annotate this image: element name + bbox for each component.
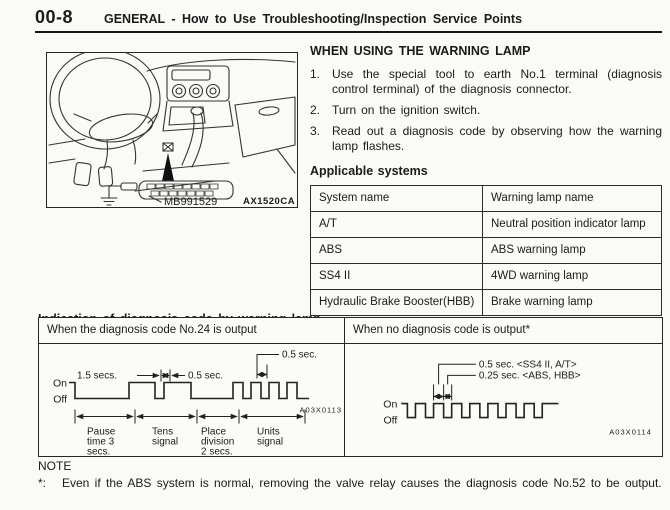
no-code-waveform [345,344,662,456]
glove-box [235,97,295,157]
figure-code-label: A03X0114 [609,427,652,437]
gear-shifter [163,101,233,167]
step-text: Read out a diagnosis code by observing how the warning lamp flashes. [332,124,662,154]
duration-label-ss4-at: 0.5 sec. <SS4 II, A/T> [478,359,577,371]
table-row [311,289,662,315]
system-name-cell: Hydraulic Brake Booster(HBB) [311,289,483,315]
units-label-line2: signal [257,436,284,448]
lamp-name-cell: Neutral position indicator lamp [483,211,662,237]
column-header: Warning lamp name [483,185,662,211]
system-name-cell: ABS [311,237,483,263]
procedure-steps [310,67,662,155]
off-label: Off [383,414,398,427]
code24-waveform [39,344,344,456]
step-number: 3. [310,124,321,139]
lamp-name-cell: 4WD warning lamp [483,263,662,289]
duration-label-abs-hbb: 0.25 sec. <ABS, HBB> [478,370,581,382]
table-row [311,237,662,263]
pulse-dimensions [434,364,476,400]
hvac-panel-icon [167,66,229,101]
steering-wheel-icon [50,53,160,169]
right-panel-header: When no diagnosis code is output* [345,318,662,344]
figure-code-label: AX1520CA [243,196,296,207]
step-text: Use the special tool to earth No.1 terminal (diagnosis control terminal) of the diagnosis connector. [332,67,662,97]
note-marker: *: [38,476,47,491]
tens-duration-label: 1.5 secs. [77,370,118,382]
applicable-systems-table [310,185,662,316]
dashboard-illustration [47,53,297,207]
page-title: GENERAL - How to Use Troubleshooting/Inspection Service Points [104,12,523,26]
tens-label-line2: signal [152,436,179,448]
step-number: 2. [310,103,321,118]
step-text: Turn on the ignition switch. [332,103,481,118]
connector-location-mark [163,143,173,151]
table-row [311,211,662,237]
lamp-name-cell: Brake warning lamp [483,289,662,315]
units-dimension [257,355,279,379]
figure-code-label: A03X0113 [299,405,342,415]
ground-symbol-icon [101,186,117,205]
list-item [310,67,662,97]
applicable-systems-title: Applicable systems [310,163,428,178]
pause-label-line1: Pause [87,426,116,438]
column-header: System name [311,185,483,211]
system-name-cell: SS4 II [311,263,483,289]
note-section [38,459,664,492]
list-item [310,124,662,154]
units-duration-label: 0.5 sec. [282,349,318,361]
list-item [310,103,662,118]
system-name-cell: A/T [311,211,483,237]
segment-dimensions [75,410,305,424]
diagnosis-code-panels [38,317,663,457]
units-label-line1: Units [257,426,280,438]
place-label-line2: division [201,436,235,448]
note-text: Even if the ABS system is normal, removing the valve relay causes the diagnosis code No.52 to be output. [62,476,662,491]
pause-label-line2: time 3 [87,436,115,448]
place-label-line3: 2 secs. [201,446,233,456]
dashboard-figure [46,52,298,208]
tool-number-label: MB991529 [164,196,218,207]
left-panel-header: When the diagnosis code No.24 is output [39,318,345,344]
note-title: NOTE [38,459,72,473]
lamp-name-cell: ABS warning lamp [483,237,662,263]
gap-duration-label: 0.5 sec. [188,370,224,382]
tens-label-line1: Tens [152,426,174,438]
left-waveform-panel [39,344,345,456]
place-label-line1: Place [201,426,227,438]
warning-lamp-signal-trace [69,383,309,399]
page-number: 00-8 [35,7,74,27]
special-tool-icon [109,183,137,190]
off-label: Off [53,393,67,406]
table-header-row [311,185,662,211]
on-label: On [383,398,398,411]
step-number: 1. [310,67,321,81]
on-label: On [52,377,67,390]
section-title: WHEN USING THE WARNING LAMP [310,44,531,58]
right-waveform-panel [345,344,662,456]
pedals [74,162,113,186]
segment-labels [87,427,283,457]
header-rule [35,31,662,33]
warning-lamp-signal-trace [401,404,558,418]
pause-label-line3: secs. [87,446,111,456]
warning-lamp-section [310,44,662,316]
table-row [311,263,662,289]
location-arrow-icon [162,153,174,181]
tens-dimension [137,370,185,382]
